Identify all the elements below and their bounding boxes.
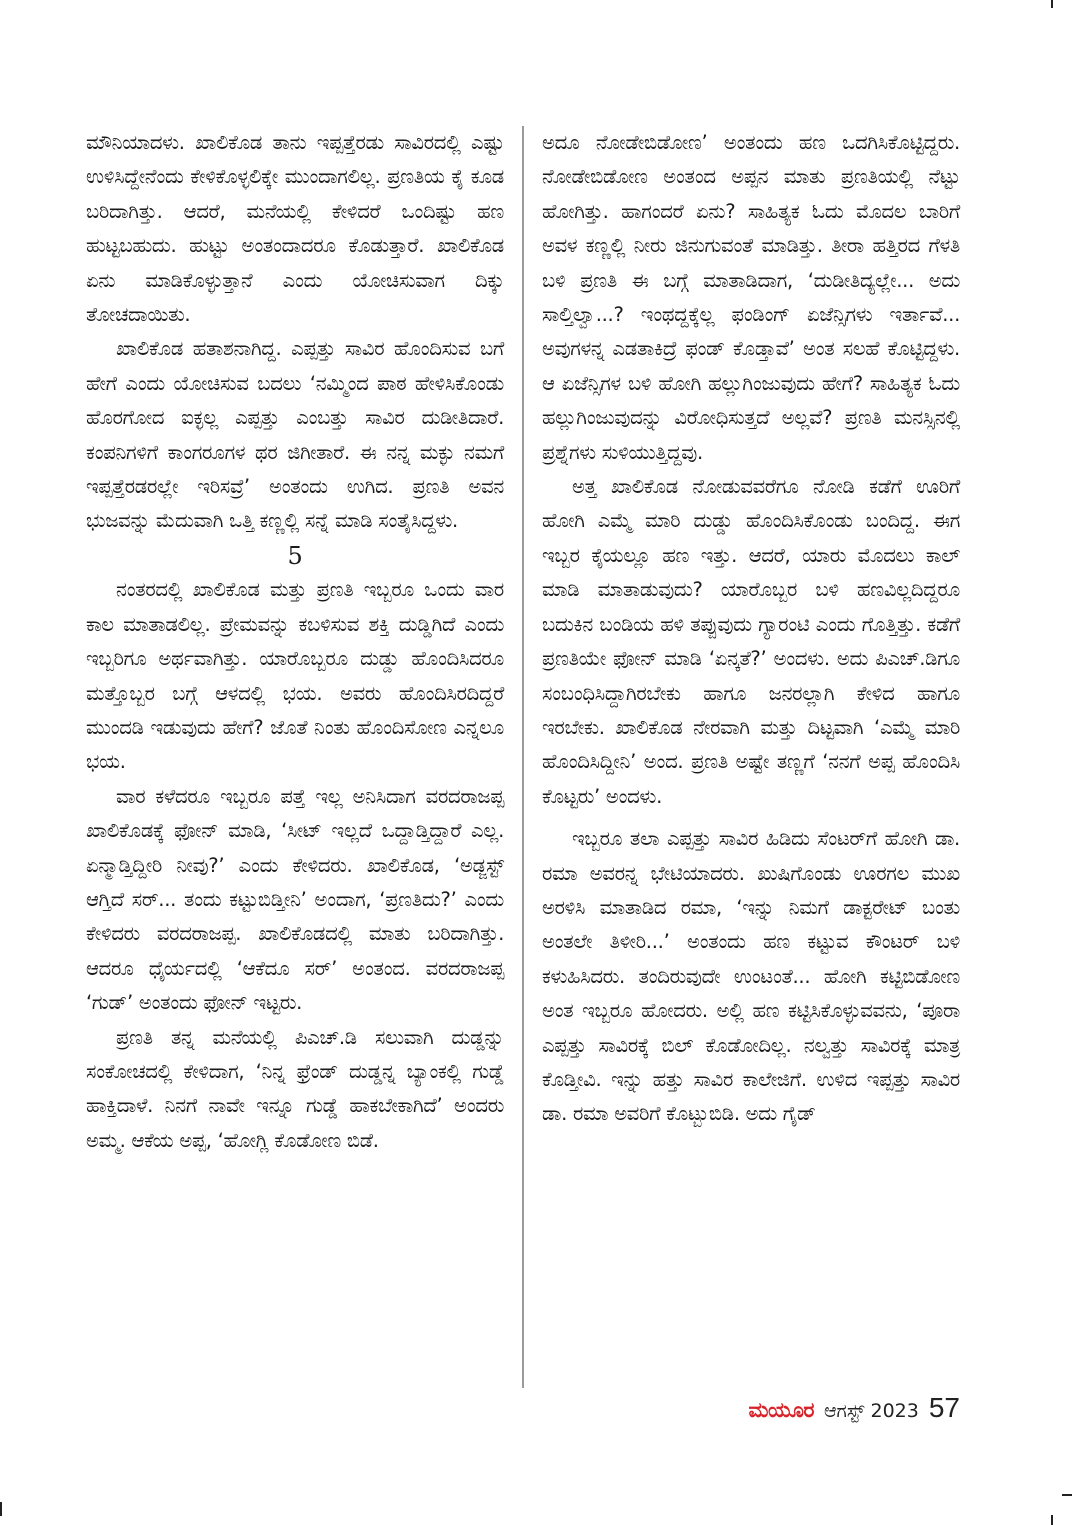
left-column <box>86 126 504 1158</box>
crop-mark <box>0 1502 2 1516</box>
section-number: 5 <box>287 541 303 570</box>
paragraph: ಅದೂ ನೋಡೇಬಿಡೋಣ’ ಅಂತಂದು ಹಣ ಒದಗಿಸಿಕೊಟ್ಟಿದ್ದರು. ನೋಡೇಬಿಡೋಣ ಅಂತಂದ ಅಪ್ಪನ ಮಾತು ಪ್ರಣತಿಯಲ್ಲಿ ನೆಟ್ಟು ಹೋಗಿತ್ತು. ಹಾಗಂದರೆ ಏನು? ಸಾಹಿತ್ಯಕ ಓದು ಮೊದಲ ಬಾರಿಗೆ ಅವಳ ಕಣ್ಣಲ್ಲಿ ನೀರು ಜಿನುಗುವಂತೆ ಮಾಡಿತ್ತು. ತೀರಾ ಹತ್ತಿರದ ಗೆಳತಿ ಬಳಿ ಪ್ರಣತಿ ಈ ಬಗ್ಗೆ ಮಾತಾಡಿದಾಗ, ‘ದುಡೀತಿದ್ಯಲ್ಲೇ... ಅದು ಸಾಲ್ತಿಲ್ವಾ...? ಇಂಥದ್ದಕ್ಕೆಲ್ಲ ಫಂಡಿಂಗ್ ಏಜೆನ್ಸಿಗಳು ಇರ್ತಾವೆ... ಅವುಗಳನ್ನ ಎಡತಾಕಿದ್ರೆ ಫಂಡ್ ಕೊಡ್ತಾವೆ’ ಅಂತ ಸಲಹೆ ಕೊಟ್ಟಿದ್ದಳು. ಆ ಏಜೆನ್ಸಿಗಳ ಬಳಿ ಹೋಗಿ ಹಲ್ಲುಗಿಂಜುವುದು ಹೇಗೆ? ಸಾಹಿತ್ಯಕ ಓದು ಹಲ್ಲುಗಿಂಜುವುದನ್ನು ವಿರೋಧಿಸುತ್ತದೆ ಅಲ್ಲವೆ? ಪ್ರಣತಿ ಮನಸ್ಸಿನಲ್ಲಿ ಪ್ರಶ್ನೆಗಳು ಸುಳಿಯುತ್ತಿದ್ದವು. <box>542 131 960 464</box>
paragraph: ವಾರ ಕಳೆದರೂ ಇಬ್ಬರೂ ಪತ್ತೆ ಇಲ್ಲ ಅನಿಸಿದಾಗ ವರದರಾಜಪ್ಪ ಖಾಲಿಕೊಡಕ್ಕೆ ಫೋನ್ ಮಾಡಿ, ‘ಸೀಟ್ ಇಲ್ಲದೆ ಒದ್ದಾಡ್ತಿದ್ದಾರೆ ಎಲ್ಲ. ಏನ್ಮಾಡ್ತಿದ್ದೀರಿ ನೀವು?’ ಎಂದು ಕೇಳಿದರು. ಖಾಲಿಕೊಡ, ‘ಅಡ್ಜಸ್ಟ್ ಆಗ್ತಿದೆ ಸರ್... ತಂದು ಕಟ್ಟುಬಿಡ್ತೀನಿ’ ಅಂದಾಗ, ‘ಪ್ರಣತಿದು?’ ಎಂದು ಕೇಳಿದರು ವರದರಾಜಪ್ಪ. ಖಾಲಿಕೊಡದಲ್ಲಿ ಮಾತು ಬರಿದಾಗಿತ್ತು. ಆದರೂ ಧೈರ್ಯದಲ್ಲಿ ‘ಆಕೆದೂ ಸರ್’ ಅಂತಂದ. ವರದರಾಜಪ್ಪ ‘ಗುಡ್’ ಅಂತಂದು ಫೋನ್ ಇಟ್ಟರು. <box>86 784 504 1015</box>
paragraph: ಪ್ರಣತಿ ತನ್ನ ಮನೆಯಲ್ಲಿ ಪಿಎಚ್.ಡಿ ಸಲುವಾಗಿ ದುಡ್ಡನ್ನು ಸಂಕೋಚದಲ್ಲಿ ಕೇಳಿದಾಗ, ‘ನಿನ್ನ ಫ್ರೆಂಡ್ ದುಡ್ಡನ್ನ ಬ್ಯಾಂಕಲ್ಲಿ ಗುಡ್ಡೆ ಹಾಕ್ತಿದಾಳೆ. ನಿನಗೆ ನಾವೇ ಇನ್ನೂ ಗುಡ್ಡೆ ಹಾಕಬೇಕಾಗಿದೆ’ ಅಂದರು ಅಮ್ಮ. ಆಕೆಯ ಅಪ್ಪ, ‘ಹೋಗ್ಲಿ ಕೊಡೋಣ ಬಿಡೆ. <box>86 1025 504 1152</box>
paragraph: ನಂತರದಲ್ಲಿ ಖಾಲಿಕೊಡ ಮತ್ತು ಪ್ರಣತಿ ಇಬ್ಬರೂ ಒಂದು ವಾರ ಕಾಲ ಮಾತಾಡಲಿಲ್ಲ. ಪ್ರೇಮವನ್ನು ಕಬಳಿಸುವ ಶಕ್ತಿ ದುಡ್ಡಿಗಿದೆ ಎಂದು ಇಬ್ಬರಿಗೂ ಅರ್ಥವಾಗಿತ್ತು. ಯಾರೊಬ್ಬರೂ ದುಡ್ಡು ಹೊಂದಿಸಿದರೂ ಮತ್ತೊಬ್ಬರ ಬಗ್ಗೆ ಆಳದಲ್ಲಿ ಭಯ. ಅವರು ಹೊಂದಿಸಿರದಿದ್ದರೆ ಮುಂದಡಿ ಇಡುವುದು ಹೇಗೆ? ಜೊತೆ ನಿಂತು ಹೊಂದಿಸೋಣ ಎನ್ನಲೂ ಭಯ. <box>86 578 504 774</box>
paragraph: ಇಬ್ಬರೂ ತಲಾ ಎಪ್ಪತ್ತು ಸಾವಿರ ಹಿಡಿದು ಸೆಂಟರ್‌ಗೆ ಹೋಗಿ ಡಾ. ರಮಾ ಅವರನ್ನ ಭೇಟಿಯಾದರು. ಖುಷಿಗೊಂಡು ಊರಗಲ ಮುಖ ಅರಳಿಸಿ ಮಾತಾಡಿದ ರಮಾ, ‘ಇನ್ನು ನಿಮಗೆ ಡಾಕ್ಟರೇಟ್ ಬಂತು ಅಂತಲೇ ತಿಳೀರಿ...’ ಅಂತಂದು ಹಣ ಕಟ್ಟುವ ಕೌಂಟರ್ ಬಳಿ ಕಳುಹಿಸಿದರು. ತಂದಿರುವುದೇ ಉಂಟಂತೆ... ಹೋಗಿ ಕಟ್ಟಿಬಿಡೋಣ ಅಂತ ಇಬ್ಬರೂ ಹೋದರು. ಅಲ್ಲಿ ಹಣ ಕಟ್ಟಿಸಿಕೊಳ್ಳುವವನು, ‘ಪೂರಾ ಎಪ್ಪತ್ತು ಸಾವಿರಕ್ಕೆ ಬಿಲ್ ಕೊಡೋದಿಲ್ಲ. ನಲ್ವತ್ತು ಸಾವಿರಕ್ಕೆ ಮಾತ್ರ ಕೊಡ್ತೀವಿ. ಇನ್ನು ಹತ್ತು ಸಾವಿರ ಕಾಲೇಜಿಗೆ. ಉಳಿದ ಇಪ್ಪತ್ತು ಸಾವಿರ ಡಾ. ರಮಾ ಅವರಿಗೆ ಕೊಟ್ಬುಬಿಡಿ. ಅದು ಗೈಡ್ <box>542 827 960 1126</box>
issue-date: ಆಗಸ್ಟ್ 2023 <box>824 1400 919 1422</box>
page-number: 57 <box>928 1392 960 1423</box>
right-column <box>542 126 960 1132</box>
page-footer <box>749 1392 960 1424</box>
paragraph: ಖಾಲಿಕೊಡ ಹತಾಶನಾಗಿದ್ದ. ಎಪ್ಪತ್ತು ಸಾವಿರ ಹೊಂದಿಸುವ ಬಗೆ ಹೇಗೆ ಎಂದು ಯೋಚಿಸುವ ಬದಲು ‘ನಮ್ಮಿಂದ ಪಾಠ ಹೇಳಿಸಿಕೊಂಡು ಹೊರಗೋದ ಐಕ್ಳಲ್ಲ ಎಪ್ಪತ್ತು ಎಂಬತ್ತು ಸಾವಿರ ದುಡೀತಿದಾರೆ. ಕಂಪನಿಗಳಿಗೆ ಕಾಂಗರೂಗಳ ಥರ ಜಿಗೀತಾರೆ. ಈ ನನ್ನ ಮಕ್ಳು ನಮಗೆ ಇಪ್ಪತ್ತೆರಡರಲ್ಲೇ ಇರಿಸವ್ರೆ’ ಅಂತಂದು ಉಗಿದ. ಪ್ರಣತಿ ಅವನ ಭುಜವನ್ನು ಮೆದುವಾಗಿ ಒತ್ತಿ ಕಣ್ಣಲ್ಲಿ ಸನ್ನೆ ಮಾಡಿ ಸಂತೈಸಿದ್ದಳು. <box>86 337 504 533</box>
crop-mark <box>1062 1494 1072 1496</box>
column-divider <box>522 126 524 1388</box>
crop-mark <box>1051 1515 1053 1525</box>
magazine-logo: ಮಯೂರ <box>748 1398 815 1422</box>
crop-mark <box>1051 0 1053 8</box>
paragraph: ಅತ್ತ ಖಾಲಿಕೊಡ ನೋಡುವವರೆಗೂ ನೋಡಿ ಕಡೆಗೆ ಊರಿಗೆ ಹೋಗಿ ಎಮ್ಮೆ ಮಾರಿ ದುಡ್ಡು ಹೊಂದಿಸಿಕೊಂಡು ಬಂದಿದ್ದ. ಈಗ ಇಬ್ಬರ ಕೈಯಲ್ಲೂ ಹಣ ಇತ್ತು. ಆದರೆ, ಯಾರು ಮೊದಲು ಕಾಲ್ ಮಾಡಿ ಮಾತಾಡುವುದು? ಯಾರೊಬ್ಬರ ಬಳಿ ಹಣವಿಲ್ಲದಿದ್ದರೂ ಬದುಕಿನ ಬಂಡಿಯ ಹಳಿ ತಪ್ಪುವುದು ಗ್ಯಾರಂಟಿ ಎಂದು ಗೊತ್ತಿತ್ತು. ಕಡೆಗೆ ಪ್ರಣತಿಯೇ ಫೋನ್ ಮಾಡಿ ‘ಏನ್ಕತೆ?’ ಅಂದಳು. ಅದು ಪಿಎಚ್.ಡಿಗೂ ಸಂಬಂಧಿಸಿದ್ದಾಗಿರಬೇಕು ಹಾಗೂ ಜನರಲ್ಲಾಗಿ ಕೇಳಿದ ಹಾಗೂ ಇರಬೇಕು. ಖಾಲಿಕೊಡ ನೇರವಾಗಿ ಮತ್ತು ದಿಟ್ಟವಾಗಿ ‘ಎಮ್ಮೆ ಮಾರಿ ಹೊಂದಿಸಿದ್ದೀನಿ’ ಅಂದ. ಪ್ರಣತಿ ಅಷ್ಟೇ ತಣ್ಣಗೆ ‘ನನಗೆ ಅಪ್ಪ ಹೊಂದಿಸಿ ಕೊಟ್ಟರು’ ಅಂದಳು. <box>542 475 960 808</box>
paragraph: ಮೌನಿಯಾದಳು. ಖಾಲಿಕೊಡ ತಾನು ಇಪ್ಪತ್ತೆರಡು ಸಾವಿರದಲ್ಲಿ ಎಷ್ಟು ಉಳಿಸಿದ್ದೇನೆಂದು ಕೇಳಿಕೊಳ್ಳಲಿಕ್ಕೇ ಮುಂದಾಗಲಿಲ್ಲ. ಪ್ರಣತಿಯ ಕೈ ಕೂಡ ಬರಿದಾಗಿತ್ತು. ಆದರೆ, ಮನೆಯಲ್ಲಿ ಕೇಳಿದರೆ ಒಂದಿಷ್ಟು ಹಣ ಹುಟ್ಟಬಹುದು. ಹುಟ್ಟು ಅಂತಂದಾದರೂ ಕೊಡುತ್ತಾರೆ. ಖಾಲಿಕೊಡ ಏನು ಮಾಡಿಕೊಳ್ಳುತ್ತಾನೆ ಎಂದು ಯೋಚಿಸುವಾಗ ದಿಕ್ಕು ತೋಚದಾಯಿತು. <box>86 131 504 327</box>
